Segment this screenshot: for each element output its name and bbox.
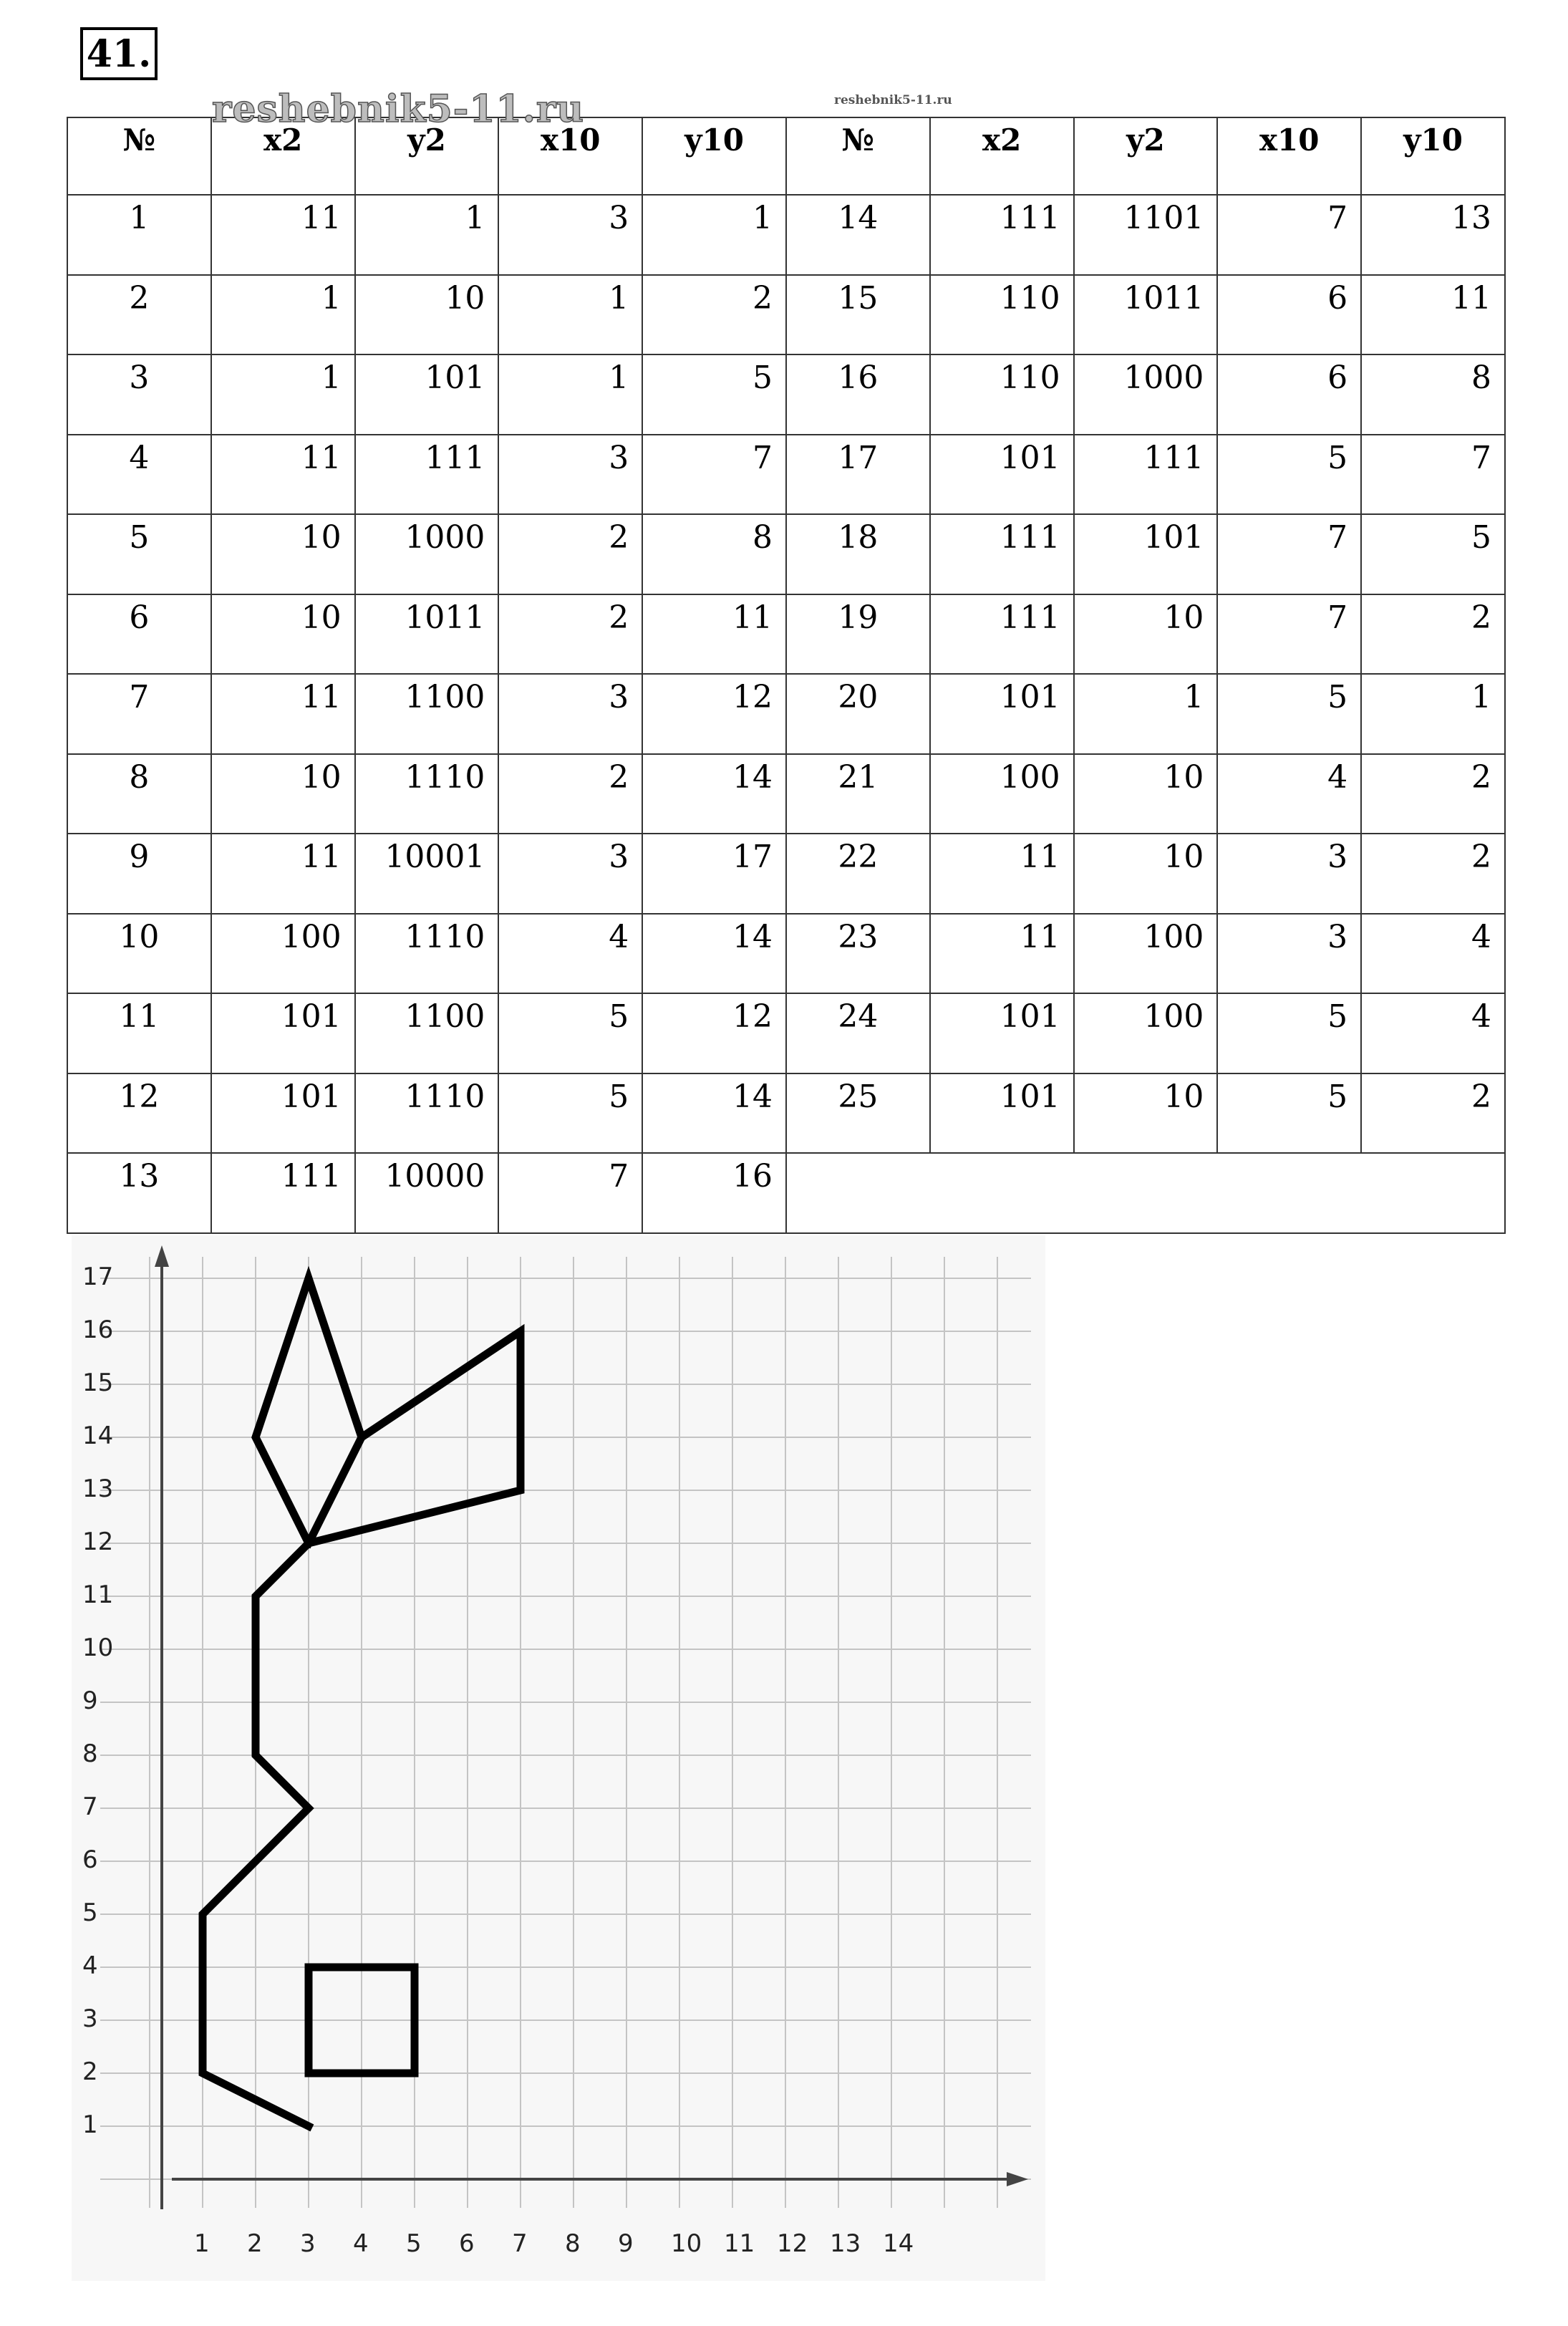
table-cell: 6 (1217, 354, 1361, 435)
table-cell: 1 (498, 354, 642, 435)
table-cell: 1 (211, 354, 355, 435)
table-cell: 101 (1074, 514, 1218, 594)
table-row (67, 594, 1505, 675)
table-cell: 101 (211, 993, 355, 1073)
table-cell: 11 (1361, 275, 1505, 355)
y-tick-label: 15 (82, 1369, 114, 1397)
table-cell: 1110 (355, 1073, 499, 1154)
table-cell: 2 (1361, 754, 1505, 834)
table-cell: 5 (67, 514, 211, 594)
table-cell: 2 (67, 275, 211, 355)
table-cell: 1000 (1074, 354, 1218, 435)
y-tick-label: 13 (82, 1475, 114, 1503)
table-cell: 7 (1217, 195, 1361, 275)
table-cell: 18 (786, 514, 930, 594)
table-cell: 11 (211, 834, 355, 914)
table-cell: 4 (67, 435, 211, 515)
table-cell: 5 (498, 1073, 642, 1154)
table-cell: 11 (67, 993, 211, 1073)
column-header: № (67, 117, 211, 195)
table-cell: 10 (1074, 754, 1218, 834)
table-cell: 110 (930, 275, 1074, 355)
grid-svg (72, 1235, 1045, 2281)
table-cell: 3 (498, 674, 642, 754)
watermark: reshebnik5-11.ru (212, 87, 585, 131)
table-cell: 1000 (355, 514, 499, 594)
table-row (67, 1153, 1505, 1233)
table-row (67, 435, 1505, 515)
x-tick-label: 11 (724, 2229, 755, 2258)
column-header: x10 (1217, 117, 1361, 195)
table-cell: 22 (786, 834, 930, 914)
table-cell: 100 (211, 914, 355, 994)
table-cell: 2 (1361, 1073, 1505, 1154)
table-cell: 11 (930, 914, 1074, 994)
column-header: x2 (211, 117, 355, 195)
table-row (67, 354, 1505, 435)
y-tick-label: 16 (82, 1316, 114, 1344)
table-cell: 1101 (1074, 195, 1218, 275)
y-tick-label: 3 (82, 2004, 98, 2033)
x-tick-label: 2 (247, 2229, 263, 2258)
table-row (67, 674, 1505, 754)
table-cell: 1011 (355, 594, 499, 675)
table-cell: 2 (642, 275, 786, 355)
table-cell: 11 (642, 594, 786, 675)
y-tick-label: 14 (82, 1422, 114, 1450)
table-cell: 10 (211, 514, 355, 594)
table-cell: 5 (1217, 674, 1361, 754)
x-tick-label: 3 (300, 2229, 316, 2258)
table-cell: 100 (1074, 914, 1218, 994)
table-cell: 2 (1361, 834, 1505, 914)
table-cell: 9 (67, 834, 211, 914)
table-cell: 14 (642, 754, 786, 834)
table-row (67, 993, 1505, 1073)
table-cell: 10 (211, 594, 355, 675)
table-cell: 3 (498, 195, 642, 275)
table-cell: 14 (642, 1073, 786, 1154)
x-tick-label: 10 (671, 2229, 702, 2258)
table-cell: 5 (1217, 435, 1361, 515)
table-cell: 24 (786, 993, 930, 1073)
table-cell: 1 (498, 275, 642, 355)
y-tick-label: 8 (82, 1739, 98, 1768)
table-cell: 10 (1074, 834, 1218, 914)
table-cell-empty (786, 1153, 1505, 1233)
table-cell: 6 (67, 594, 211, 675)
table-cell: 4 (1361, 914, 1505, 994)
coordinate-grid (72, 1235, 1045, 2281)
x-tick-label: 5 (406, 2229, 422, 2258)
table-cell: 100 (930, 754, 1074, 834)
table-cell: 16 (642, 1153, 786, 1233)
table-cell: 7 (1217, 594, 1361, 675)
table-cell: 2 (498, 754, 642, 834)
x-tick-label: 1 (194, 2229, 210, 2258)
table-cell: 111 (930, 195, 1074, 275)
table-cell: 2 (498, 514, 642, 594)
x-tick-label: 4 (353, 2229, 369, 2258)
table-cell: 2 (498, 594, 642, 675)
table-cell: 3 (67, 354, 211, 435)
table-cell: 101 (355, 354, 499, 435)
table-cell: 1110 (355, 754, 499, 834)
column-header: y10 (1361, 117, 1505, 195)
table-cell: 100 (1074, 993, 1218, 1073)
table-cell: 8 (1361, 354, 1505, 435)
column-header: x2 (930, 117, 1074, 195)
y-tick-label: 6 (82, 1845, 98, 1874)
table-cell: 21 (786, 754, 930, 834)
table-cell: 1100 (355, 674, 499, 754)
x-tick-label: 12 (777, 2229, 808, 2258)
table-cell: 17 (642, 834, 786, 914)
table-cell: 12 (642, 674, 786, 754)
table-cell: 23 (786, 914, 930, 994)
x-tick-label: 7 (512, 2229, 528, 2258)
table-cell: 10 (1074, 1073, 1218, 1154)
table-cell: 5 (1361, 514, 1505, 594)
table-cell: 10001 (355, 834, 499, 914)
y-axis-arrow (155, 1245, 169, 1267)
table-cell: 11 (211, 435, 355, 515)
table-cell: 1 (355, 195, 499, 275)
y-tick-label: 11 (82, 1581, 114, 1609)
y-tick-label: 1 (82, 2110, 98, 2139)
table-cell: 12 (642, 993, 786, 1073)
table-cell: 16 (786, 354, 930, 435)
column-header: y10 (642, 117, 786, 195)
y-tick-label: 4 (82, 1951, 98, 1980)
table-cell: 17 (786, 435, 930, 515)
problem-number: 41. (80, 27, 158, 80)
table-row (67, 914, 1505, 994)
table-cell: 3 (498, 435, 642, 515)
table-cell: 5 (1217, 1073, 1361, 1154)
x-tick-label: 9 (618, 2229, 634, 2258)
y-tick-label: 7 (82, 1792, 98, 1821)
x-tick-label: 6 (459, 2229, 475, 2258)
table-cell: 1011 (1074, 275, 1218, 355)
table-body (67, 195, 1505, 1233)
table-cell: 13 (67, 1153, 211, 1233)
table-cell: 101 (211, 1073, 355, 1154)
x-axis-arrow (1007, 2172, 1028, 2186)
table-cell: 2 (1361, 594, 1505, 675)
y-tick-label: 17 (82, 1263, 114, 1291)
watermark: reshebnik5-11.ru (834, 93, 952, 107)
table-cell: 25 (786, 1073, 930, 1154)
table-cell: 7 (642, 435, 786, 515)
table-cell: 1 (211, 275, 355, 355)
table-cell: 5 (498, 993, 642, 1073)
table-cell: 110 (930, 354, 1074, 435)
y-tick-label: 12 (82, 1528, 114, 1556)
table-cell: 8 (67, 754, 211, 834)
table-cell: 101 (930, 435, 1074, 515)
table-cell: 3 (498, 834, 642, 914)
table-cell: 1 (67, 195, 211, 275)
table-cell: 7 (1217, 514, 1361, 594)
column-header: № (786, 117, 930, 195)
table-cell: 14 (786, 195, 930, 275)
column-header: x10 (498, 117, 642, 195)
table-cell: 8 (642, 514, 786, 594)
table-cell: 1110 (355, 914, 499, 994)
table-cell: 11 (211, 674, 355, 754)
table-cell: 10 (211, 754, 355, 834)
column-header: y2 (355, 117, 499, 195)
x-tick-label: 13 (830, 2229, 861, 2258)
table-cell: 15 (786, 275, 930, 355)
table-row (67, 275, 1505, 355)
table-cell: 4 (1361, 993, 1505, 1073)
table-cell: 3 (1217, 914, 1361, 994)
y-tick-label: 9 (82, 1686, 98, 1715)
table-cell: 4 (498, 914, 642, 994)
table-cell: 3 (1217, 834, 1361, 914)
table-row (67, 195, 1505, 275)
table-row (67, 754, 1505, 834)
table-cell: 13 (1361, 195, 1505, 275)
table-cell: 10 (1074, 594, 1218, 675)
table-cell: 10000 (355, 1153, 499, 1233)
table-cell: 101 (930, 993, 1074, 1073)
table-cell: 19 (786, 594, 930, 675)
table-cell: 111 (1074, 435, 1218, 515)
y-tick-label: 2 (82, 2057, 98, 2086)
table-cell: 12 (67, 1073, 211, 1154)
table-cell: 10 (355, 275, 499, 355)
table-cell: 111 (930, 594, 1074, 675)
column-header: y2 (1074, 117, 1218, 195)
table-cell: 101 (930, 1073, 1074, 1154)
table-row (67, 514, 1505, 594)
table-row (67, 1073, 1505, 1154)
x-tick-label: 14 (883, 2229, 914, 2258)
coordinates-table (67, 117, 1506, 1234)
table-cell: 11 (211, 195, 355, 275)
table-cell: 111 (211, 1153, 355, 1233)
table-cell: 1 (642, 195, 786, 275)
table-row (67, 834, 1505, 914)
table-cell: 11 (930, 834, 1074, 914)
table-cell: 111 (930, 514, 1074, 594)
table-cell: 5 (642, 354, 786, 435)
table-cell: 7 (67, 674, 211, 754)
y-tick-label: 10 (82, 1633, 114, 1662)
table-cell: 6 (1217, 275, 1361, 355)
table-cell: 7 (1361, 435, 1505, 515)
table-cell: 111 (355, 435, 499, 515)
table-cell: 4 (1217, 754, 1361, 834)
table-cell: 1 (1361, 674, 1505, 754)
table-cell: 7 (498, 1153, 642, 1233)
table-cell: 20 (786, 674, 930, 754)
table-cell: 14 (642, 914, 786, 994)
table-cell: 1 (1074, 674, 1218, 754)
table-cell: 10 (67, 914, 211, 994)
table-cell: 1100 (355, 993, 499, 1073)
y-tick-label: 5 (82, 1898, 98, 1927)
x-tick-label: 8 (565, 2229, 581, 2258)
table-cell: 5 (1217, 993, 1361, 1073)
table-cell: 101 (930, 674, 1074, 754)
